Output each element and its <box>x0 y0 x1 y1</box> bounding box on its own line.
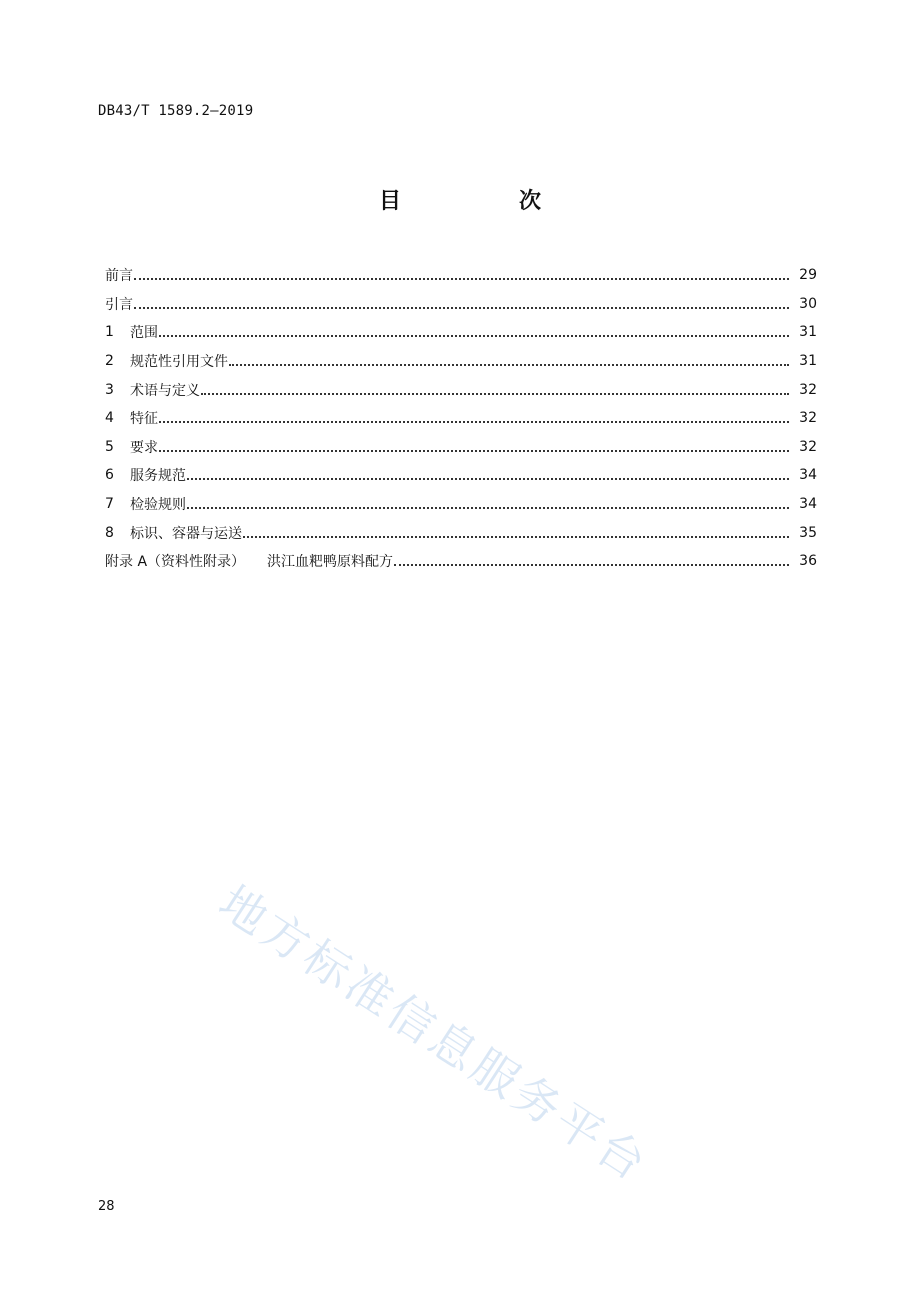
toc-leader-dots <box>229 350 789 366</box>
toc-entry-number: 8 <box>105 524 114 541</box>
toc-entry-page: 36 <box>799 553 817 570</box>
toc-entry-page: 31 <box>799 324 817 341</box>
toc-entry-6[interactable] <box>105 461 817 490</box>
toc-entry-page: 32 <box>799 410 817 427</box>
toc-leader-dots <box>159 321 789 337</box>
table-of-contents <box>105 261 817 576</box>
toc-leader-dots <box>394 550 789 566</box>
toc-entry-foreword[interactable] <box>105 261 817 290</box>
toc-entry-text: 附录 A（资料性附录） <box>105 554 246 571</box>
toc-entry-text: 服务规范 <box>130 468 186 485</box>
toc-entry-page: 32 <box>799 381 817 398</box>
toc-leader-dots <box>187 493 789 509</box>
toc-leader-dots <box>159 436 789 452</box>
toc-entry-subtitle: 洪江血粑鸭原料配方 <box>267 554 394 571</box>
toc-entry-text: 要求 <box>130 439 158 456</box>
toc-entry-text: 规范性引用文件 <box>130 354 228 371</box>
toc-entry-number: 6 <box>105 467 114 484</box>
toc-entry-number: 7 <box>105 496 114 513</box>
toc-entry-number: 1 <box>105 324 114 341</box>
toc-leader-dots <box>134 264 789 280</box>
toc-entry-1[interactable] <box>105 318 817 347</box>
toc-entry-page: 31 <box>799 353 817 370</box>
toc-leader-dots <box>243 522 789 538</box>
toc-entry-page: 29 <box>799 267 817 284</box>
toc-entry-4[interactable] <box>105 404 817 433</box>
toc-leader-dots <box>159 407 789 423</box>
toc-entry-5[interactable] <box>105 433 817 462</box>
toc-entry-text: 标识、容器与运送 <box>130 525 242 542</box>
page-title: 目 次 <box>378 189 589 214</box>
toc-entry-text: 特征 <box>130 411 158 428</box>
toc-entry-number: 3 <box>105 381 114 398</box>
toc-entry-page: 34 <box>799 467 817 484</box>
toc-entry-2[interactable] <box>105 347 817 376</box>
toc-entry-text: 术语与定义 <box>130 382 200 399</box>
toc-entry-page: 30 <box>799 295 817 312</box>
page-number: 28 <box>98 1199 115 1214</box>
standard-code: DB43/T 1589.2—2019 <box>98 103 254 119</box>
toc-leader-dots <box>187 464 789 480</box>
toc-entry-8[interactable] <box>105 518 817 547</box>
toc-leader-dots <box>134 293 789 309</box>
toc-entry-appendix-a[interactable] <box>105 547 817 576</box>
toc-entry-number: 4 <box>105 410 114 427</box>
toc-entry-introduction[interactable] <box>105 290 817 319</box>
toc-entry-number: 5 <box>105 438 114 455</box>
toc-entry-text: 前言 <box>105 268 133 285</box>
toc-entry-text: 引言 <box>105 296 133 313</box>
toc-entry-page: 32 <box>799 438 817 455</box>
toc-entry-3[interactable] <box>105 375 817 404</box>
toc-leader-dots <box>201 379 789 395</box>
toc-entry-number: 2 <box>105 353 114 370</box>
toc-entry-text: 范围 <box>130 325 158 342</box>
toc-entry-7[interactable] <box>105 490 817 519</box>
toc-entry-page: 34 <box>799 496 817 513</box>
toc-entry-page: 35 <box>799 524 817 541</box>
watermark: 地方标准信息服务平台 <box>209 874 659 1193</box>
toc-entry-text: 检验规则 <box>130 497 186 514</box>
